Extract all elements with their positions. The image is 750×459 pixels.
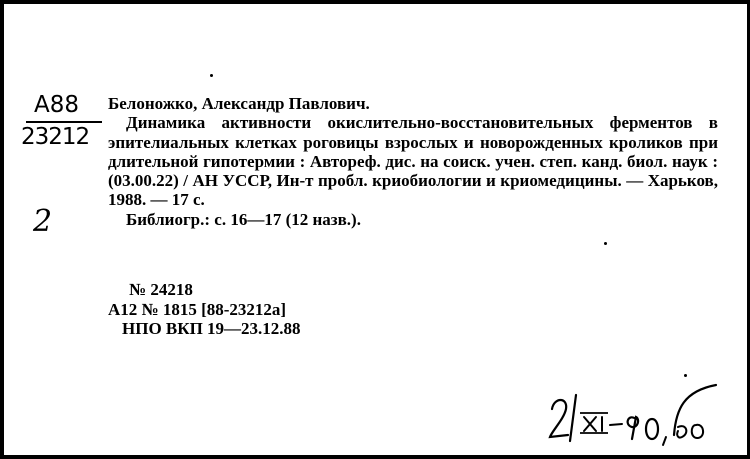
registration-block <box>108 280 301 339</box>
bibliographic-entry <box>108 94 718 229</box>
shelfmark-code: A88 <box>34 92 80 118</box>
print-speck <box>604 242 607 245</box>
print-speck <box>684 374 687 377</box>
bibliography-note: Библиогр.: с. 16—17 (12 назв.). <box>126 209 361 229</box>
registration-code: А12 № 1815 [88-23212а] <box>108 299 287 319</box>
author-heading: Белоножко, Александр Павлович. <box>108 94 370 113</box>
registration-publisher: НПО ВКП 19—23.12.88 <box>122 319 301 338</box>
registration-number: № 24218 <box>129 280 193 299</box>
shelfmark-divider <box>26 121 102 123</box>
copy-count: 2 <box>33 204 53 239</box>
print-speck <box>210 74 213 77</box>
shelfmark-number: 23212 <box>21 124 90 150</box>
handwritten-signature <box>544 369 724 454</box>
title-description: Динамика активности окислительно-восстановительных ферментов в эпителиальных клетках роговицы взрослых и новорожденных кроликов при длительной гипотермии : Автореф. дис. на соиск. учен. степ. канд. биол. наук : (03.00.22) / АН УССР, Ин-т пробл. криобиологии и криомедицины. — Харьков, 1988. — 17 с. <box>108 113 718 210</box>
